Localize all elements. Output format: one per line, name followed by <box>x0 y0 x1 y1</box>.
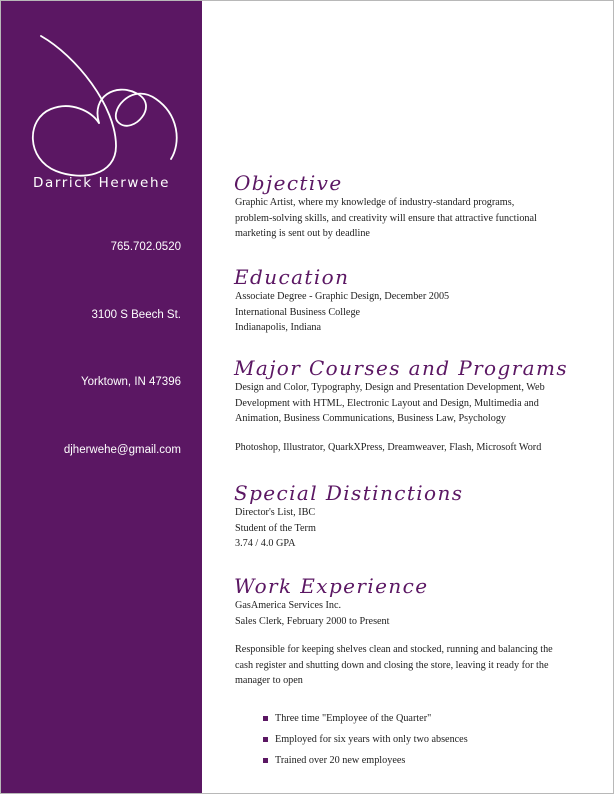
list-item <box>263 733 468 747</box>
software-list: Photoshop, Illustrator, QuarkXPress, Dreamweaver, Flash, Microsoft Word <box>235 441 542 453</box>
contact-email: djherwehe@gmail.com <box>63 444 181 456</box>
text-line: International Business College <box>235 306 361 318</box>
text-line: Development with HTML, Electronic Layout and Design, Multimedia and <box>235 397 539 409</box>
section-body <box>235 505 597 552</box>
text-line: marketing is sent out by deadline <box>235 228 370 240</box>
section-heading: Objective <box>234 171 343 195</box>
sidebar <box>1 1 202 793</box>
section-heading: Major Courses and Programs <box>234 356 569 380</box>
square-bullet-icon <box>263 716 268 721</box>
text-line: Student of the Term <box>235 522 316 534</box>
section-education <box>235 267 597 336</box>
square-bullet-icon <box>263 758 268 763</box>
candidate-name: Darrick Herwehe <box>32 175 171 191</box>
section-body <box>235 289 597 336</box>
section-heading: Education <box>234 265 350 289</box>
section-objective <box>235 173 597 242</box>
text-line: Sales Clerk, February 2000 to Present <box>235 615 390 627</box>
list-item-text: Trained over 20 new employees <box>275 755 406 766</box>
text-line: Indianapolis, Indiana <box>235 322 322 334</box>
text-line: problem-solving skills, and creativity will ensure that attractive functional <box>235 212 537 224</box>
text-line: Responsible for keeping shelves clean and stocked, running and balancing the <box>235 644 553 656</box>
list-item-text: Employed for six years with only two absences <box>275 734 468 745</box>
contact-city: Yorktown, IN 47396 <box>81 376 181 388</box>
monogram-logo-icon <box>21 31 191 181</box>
text-line: GasAmerica Services Inc. <box>235 600 342 611</box>
section-body <box>235 195 597 242</box>
text-line: manager to open <box>235 675 303 687</box>
section-distinctions <box>235 483 597 552</box>
section-heading: Work Experience <box>234 574 429 598</box>
contact-street: 3100 S Beech St. <box>91 309 181 321</box>
text-line: Director's List, IBC <box>235 507 316 518</box>
section-body <box>235 598 597 689</box>
text-line: Graphic Artist, where my knowledge of industry-standard programs, <box>235 197 515 208</box>
achievements-list <box>263 712 468 775</box>
section-heading: Special Distinctions <box>234 481 464 505</box>
text-line: Associate Degree - Graphic Design, December 2005 <box>235 291 450 302</box>
section-body <box>235 380 597 455</box>
list-item <box>263 712 468 726</box>
section-work <box>235 576 597 689</box>
text-line: cash register and shutting down and closing the store, leaving it ready for the <box>235 659 549 671</box>
section-courses <box>235 358 597 455</box>
list-item-text: Three time "Employee of the Quarter" <box>275 713 432 724</box>
square-bullet-icon <box>263 737 268 742</box>
text-line: 3.74 / 4.0 GPA <box>235 538 296 550</box>
job-description <box>235 642 597 689</box>
list-item <box>263 754 468 768</box>
contact-phone: 765.702.0520 <box>110 241 181 253</box>
text-line: Animation, Business Communications, Business Law, Psychology <box>235 413 507 425</box>
text-line: Design and Color, Typography, Design and Presentation Development, Web <box>235 382 545 393</box>
